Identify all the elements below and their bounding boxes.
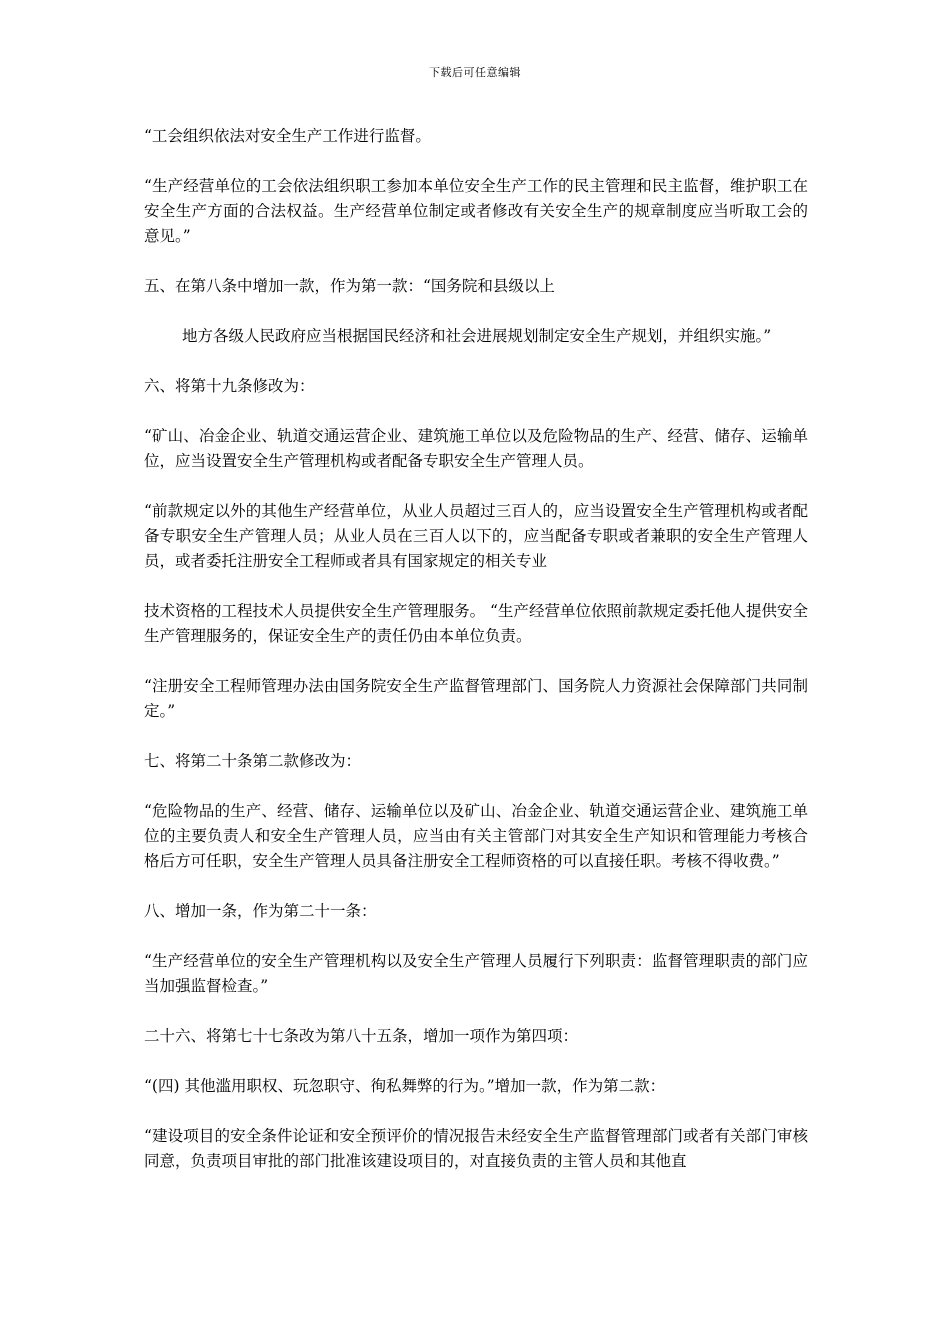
paragraph-6: “矿山、冶金企业、轨道交通运营企业、建筑施工单位以及危险物品的生产、经营、储存、运输单位，应当设置安全生产管理机构或者配备专职安全生产管理人员。	[144, 427, 808, 470]
page-header: 下载后可任意编辑	[429, 66, 521, 79]
document-body	[144, 124, 808, 1174]
paragraph-11: “危险物品的生产、经营、储存、运输单位以及矿山、冶金企业、轨道交通运营企业、建筑施工单位的主要负责人和安全生产管理人员，应当由有关主管部门对其安全生产知识和管理能力考核合格后方可任职，安全生产管理人员具备注册安全工程师资格的可以直接任职。考核不得收费。”	[144, 802, 808, 870]
paragraph-8: 技术资格的工程技术人员提供安全生产管理服务。 “生产经营单位依照前款规定委托他人提供安全生产管理服务的，保证安全生产的责任仍由本单位负责。	[144, 602, 808, 645]
paragraph-4: 地方各级人民政府应当根据国民经济和社会进展规划制定安全生产规划，并组织实施。”	[182, 327, 772, 345]
paragraph-3: 五、在第八条中增加一款，作为第一款：“国务院和县级以上	[144, 277, 555, 295]
paragraph-14: 二十六、将第七十七条改为第八十五条，增加一项作为第四项：	[144, 1027, 579, 1045]
paragraph-5: 六、将第十九条修改为：	[144, 377, 315, 395]
paragraph-16: “建设项目的安全条件论证和安全预评价的情况报告未经安全生产监督管理部门或者有关部门审核同意，负责项目审批的部门批准该建设项目的，对直接负责的主管人员和其他直	[144, 1127, 808, 1170]
paragraph-15: “(四) 其他滥用职权、玩忽职守、徇私舞弊的行为。”增加一款，作为第二款：	[144, 1077, 666, 1095]
paragraph-1: “工会组织依法对安全生产工作进行监督。	[144, 127, 431, 145]
paragraph-2: “生产经营单位的工会依法组织职工参加本单位安全生产工作的民主管理和民主监督，维护职工在安全生产方面的合法权益。生产经营单位制定或者修改有关安全生产的规章制度应当听取工会的意见。”	[144, 177, 808, 245]
paragraph-7: “前款规定以外的其他生产经营单位，从业人员超过三百人的，应当设置安全生产管理机构或者配备专职安全生产管理人员；从业人员在三百人以下的，应当配备专职或者兼职的安全生产管理人员，或者委托注册安全工程师或者具有国家规定的相关专业	[144, 502, 808, 570]
paragraph-13: “生产经营单位的安全生产管理机构以及安全生产管理人员履行下列职责：监督管理职责的部门应当加强监督检查。”	[144, 952, 808, 995]
paragraph-12: 八、增加一条，作为第二十一条：	[144, 902, 377, 920]
paragraph-10: 七、将第二十条第二款修改为：	[144, 752, 362, 770]
paragraph-9: “注册安全工程师管理办法由国务院安全生产监督管理部门、国务院人力资源社会保障部门共同制定。”	[144, 677, 808, 720]
